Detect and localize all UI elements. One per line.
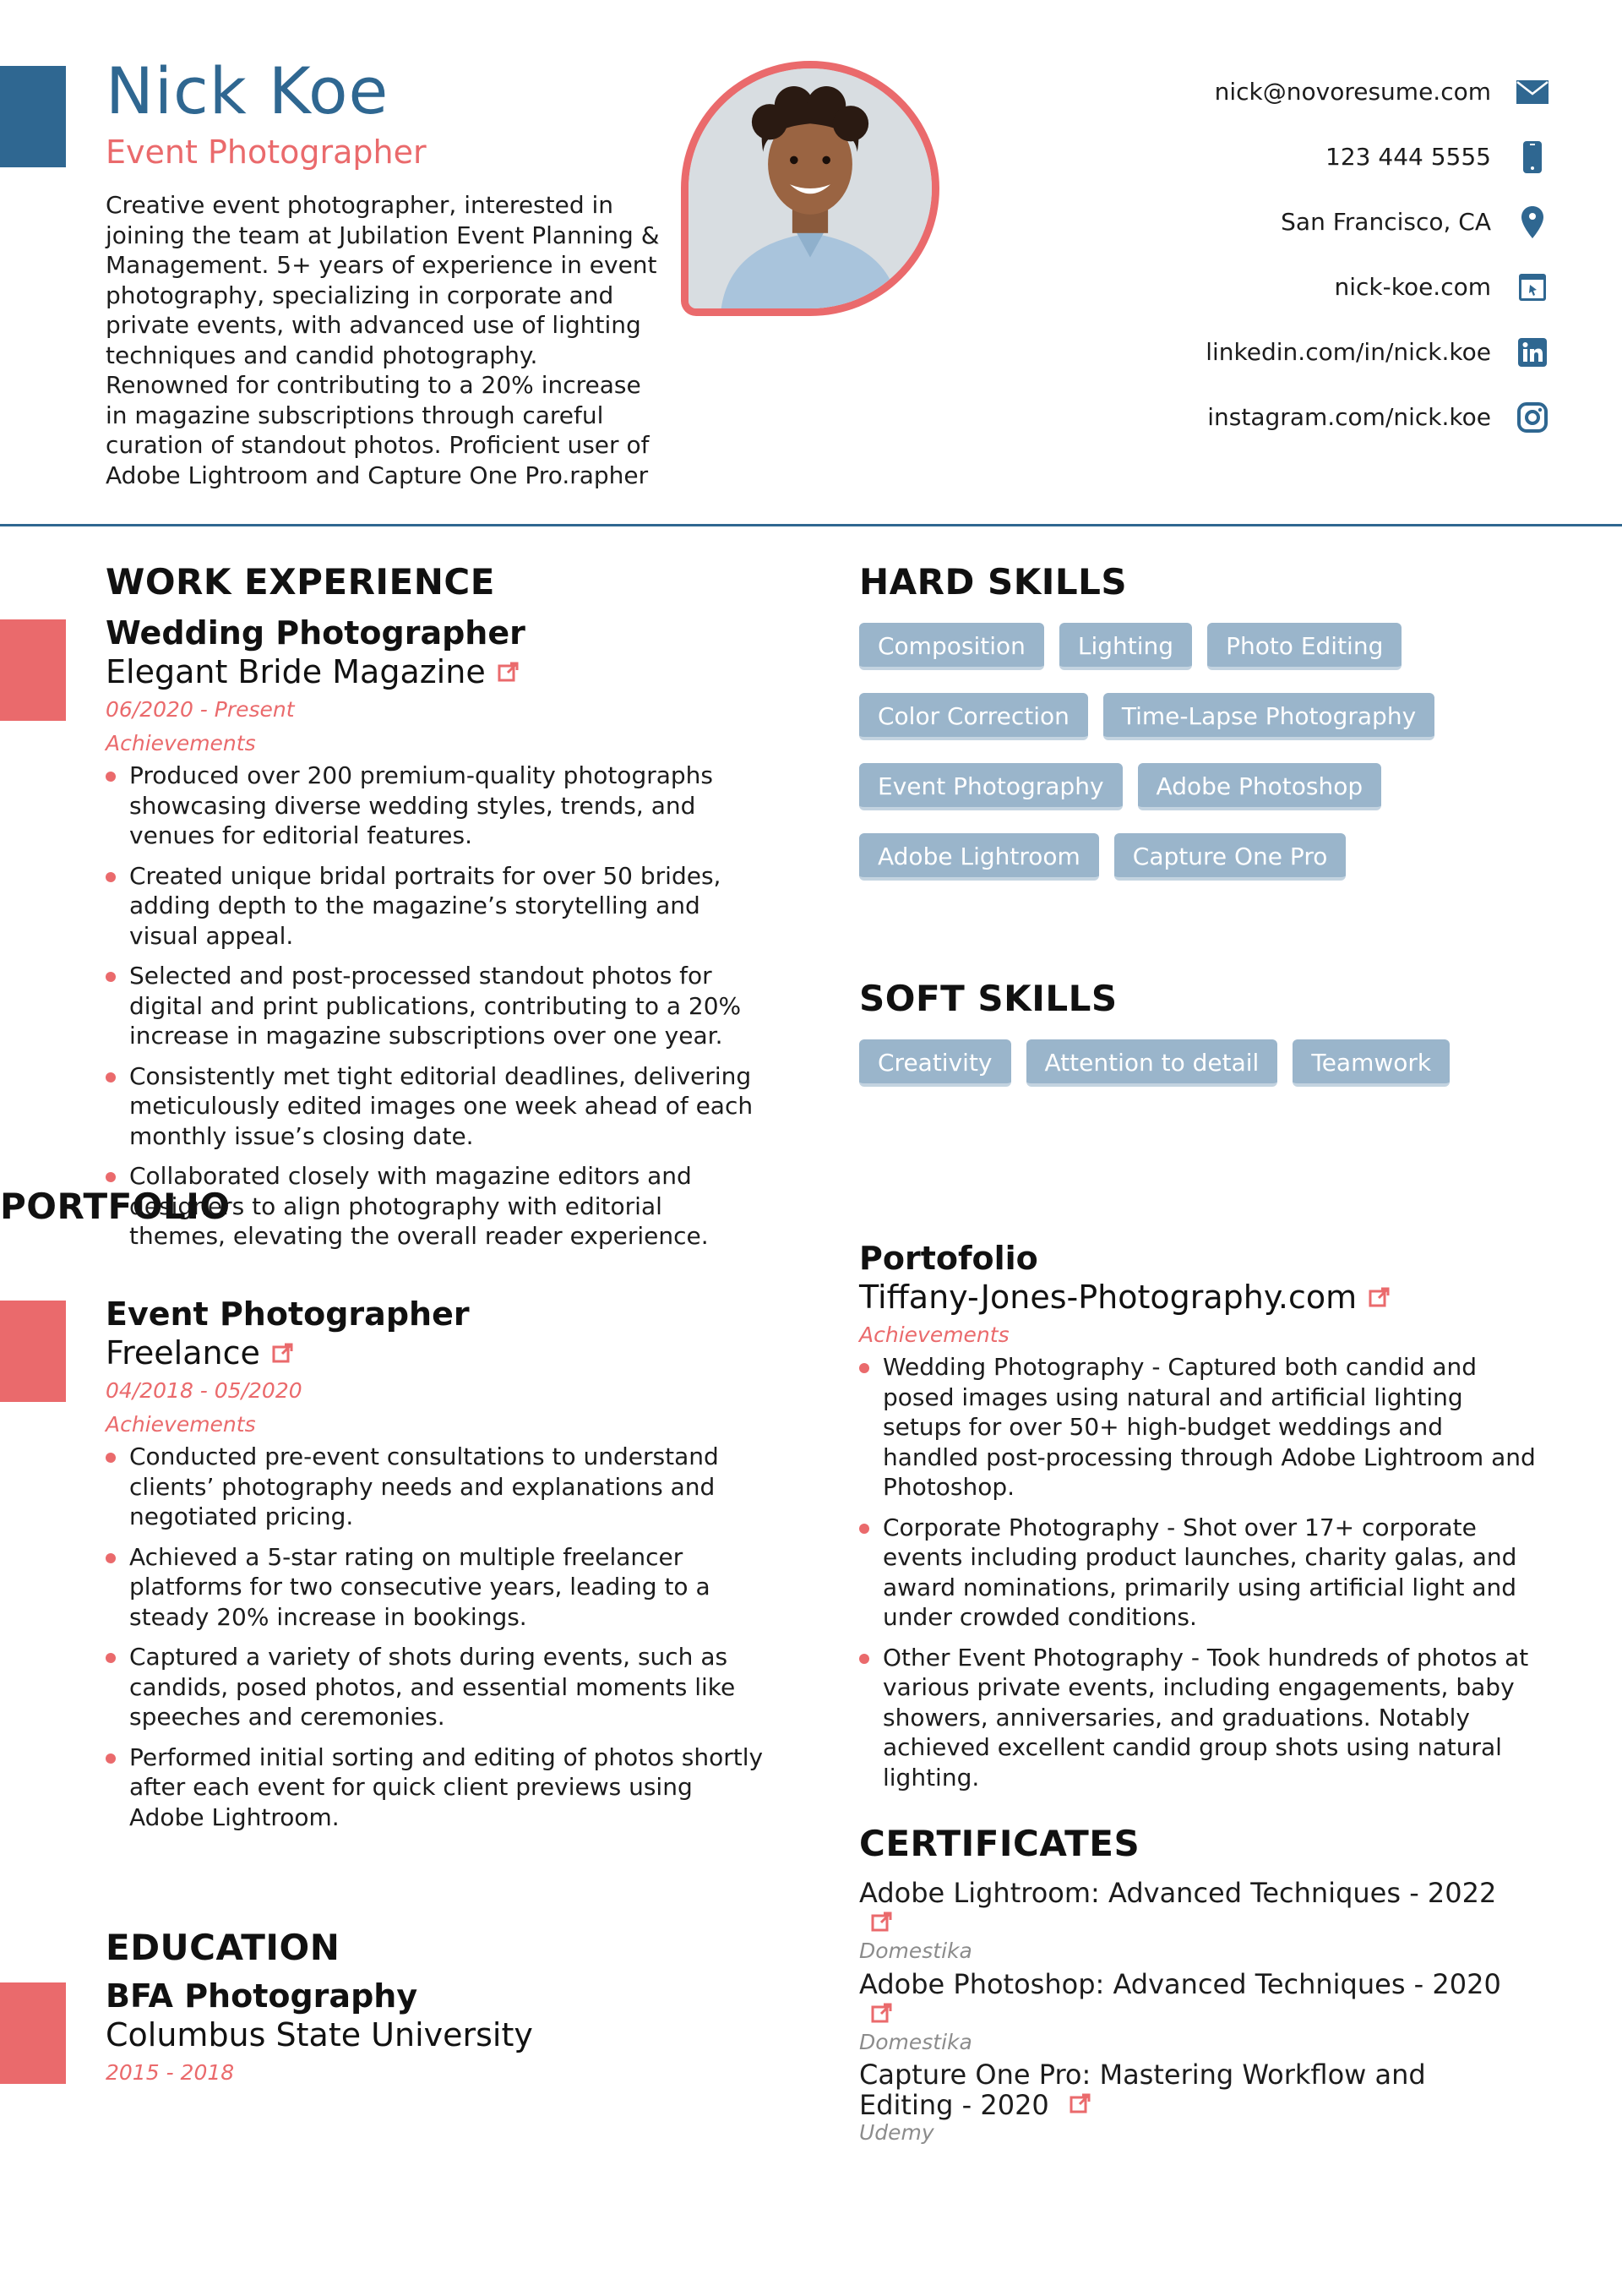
skill-tag: Capture One Pro (1114, 833, 1347, 881)
job-1-company-row (106, 652, 765, 691)
skill-tag: Composition (859, 623, 1044, 670)
skill-tag: Time-Lapse Photography (1103, 693, 1434, 740)
certificate-2-name: Adobe Photoshop: Advanced Techniques - 2020 (859, 1968, 1501, 2000)
list-item: Selected and post-processed standout photos for digital and print publications, contributing to a 20% increase in magazine subscriptions over one year. (106, 961, 765, 1051)
header-divider (0, 524, 1622, 526)
skill-tag: Event Photography (859, 763, 1123, 810)
certificates-heading: CERTIFICATES (859, 1823, 1140, 1864)
certificate-1-row (859, 1878, 1535, 1939)
summary: Creative event photographer, interested in joining the team at Jubilation Event Planning & Management. 5+ years of experience in event photography, specializing in corporate and private events, with advanced use of lighting techniques and candid photography. Renowned for contributing to a 20% increase in magazine subscriptions through careful curation of standout photos. Proficient user of Adobe Lightroom and Capture One Pro.rapher (106, 191, 660, 489)
certificate-1-org: Domestika (859, 1939, 972, 1963)
header-accent-bar (0, 66, 66, 167)
skill-tag: Teamwork (1293, 1039, 1450, 1087)
certificate-3 (859, 2059, 1501, 2146)
job-2-company-row (106, 1333, 765, 1372)
skill-tag: Adobe Photoshop (1138, 763, 1382, 810)
location-icon (1515, 205, 1550, 240)
hard-skills-heading: HARD SKILLS (859, 561, 1128, 603)
certificate-3-org: Udemy (859, 2120, 934, 2145)
hard-skills-tags (859, 623, 1518, 903)
list-item: Created unique bridal portraits for over 50 brides, adding depth to the magazine’s storytelling and visual appeal. (106, 861, 765, 952)
portfolio-bullets (859, 1352, 1543, 1792)
job-2-achievements-label: Achievements (106, 1412, 256, 1437)
external-link-icon[interactable] (272, 1342, 294, 1364)
contact-instagram-text[interactable]: instagram.com/nick.koe (1207, 403, 1491, 431)
contact-linkedin-text[interactable]: linkedin.com/in/nick.koe (1206, 338, 1491, 366)
list-item: Performed initial sorting and editing of photos shortly after each event for quick client previews using Adobe Lightroom. (106, 1742, 765, 1833)
contact-email-text[interactable]: nick@novoresume.com (1214, 78, 1491, 106)
external-link-icon[interactable] (498, 661, 520, 683)
contact-linkedin[interactable] (959, 319, 1550, 384)
job-2-company: Freelance (106, 1334, 260, 1372)
work-experience-heading: WORK EXPERIENCE (106, 561, 495, 603)
contact-list (959, 59, 1550, 450)
job-2 (106, 1295, 765, 1842)
external-link-icon[interactable] (871, 1911, 893, 1933)
mail-icon (1515, 74, 1550, 110)
profile-photo (681, 61, 939, 316)
job-2-dates: 04/2018 - 05/2020 (106, 1378, 302, 1403)
certificate-3-row (859, 2059, 1501, 2120)
job-1-dates: 06/2020 - Present (106, 697, 295, 722)
soft-skills-tags (859, 1039, 1518, 1110)
certificate-2-org: Domestika (859, 2030, 972, 2054)
portfolio-entry (859, 1239, 1543, 1802)
website-icon (1515, 270, 1550, 305)
skill-tag: Photo Editing (1207, 623, 1402, 670)
certificate-1-name: Adobe Lightroom: Advanced Techniques - 2022 (859, 1877, 1497, 1909)
candidate-title: Event Photographer (106, 134, 427, 171)
job-1-bullets (106, 761, 765, 1252)
education-accent-bar (0, 1982, 66, 2084)
list-item: Corporate Photography - Shot over 17+ corporate events including product launches, charity galas, and award nominations, primarily using artificial light and under crowded conditions. (859, 1513, 1543, 1633)
certificate-3-name: Capture One Pro: Mastering Workflow and Editing - 2020 (859, 2059, 1426, 2121)
skill-tag: Attention to detail (1026, 1039, 1278, 1087)
education-school: Columbus State University (106, 2016, 533, 2053)
education-heading: EDUCATION (106, 1927, 340, 1968)
education-degree: BFA Photography (106, 1977, 418, 2015)
external-link-icon[interactable] (1369, 1286, 1391, 1308)
skill-tag: Creativity (859, 1039, 1011, 1087)
portfolio-achievements-label: Achievements (859, 1323, 1010, 1347)
portfolio-title: Portofolio (859, 1240, 1038, 1277)
contact-phone-text[interactable]: 123 444 5555 (1325, 143, 1491, 171)
profile-photo-image (689, 68, 932, 308)
job-1-title: Wedding Photographer (106, 614, 525, 652)
job-1-company: Elegant Bride Magazine (106, 653, 486, 690)
certificate-2-row (859, 1969, 1535, 2030)
contact-phone[interactable] (959, 124, 1550, 189)
contact-website-text[interactable]: nick-koe.com (1334, 273, 1491, 301)
soft-skills-heading: SOFT SKILLS (859, 978, 1118, 1019)
job-2-accent-bar (0, 1301, 66, 1402)
job-1-achievements-label: Achievements (106, 731, 256, 755)
certificate-1 (859, 1878, 1535, 1964)
education-dates: 2015 - 2018 (106, 2060, 235, 2085)
job-1-accent-bar (0, 619, 66, 721)
phone-icon (1515, 139, 1550, 175)
certificate-2 (859, 1969, 1535, 2055)
list-item: Other Event Photography - Took hundreds of photos at various private events, including engagements, baby showers, anniversaries, and graduations. Notably achieved excellent candid group shots using natural lighting. (859, 1643, 1543, 1793)
list-item: Collaborated closely with magazine editors and designers to align photography with editorial themes, elevating the overall reader experience. (106, 1161, 765, 1252)
skill-tag: Adobe Lightroom (859, 833, 1099, 881)
job-2-title: Event Photographer (106, 1295, 470, 1333)
list-item: Conducted pre-event consultations to understand clients’ photography needs and explanations and negotiated pricing. (106, 1442, 765, 1532)
contact-website[interactable] (959, 254, 1550, 319)
contact-email[interactable] (959, 59, 1550, 124)
list-item: Wedding Photography - Captured both candid and posed images using natural and artificial lighting setups for over 50+ high-budget weddings and handled post-processing through Adobe Lightroom and Photoshop. (859, 1352, 1543, 1502)
list-item: Achieved a 5-star rating on multiple freelancer platforms for two consecutive years, leading to a steady 20% increase in bookings. (106, 1542, 765, 1633)
external-link-icon[interactable] (871, 2002, 893, 2024)
job-1 (106, 614, 765, 1262)
instagram-icon (1515, 400, 1550, 435)
portfolio-site-row (859, 1278, 1543, 1317)
job-2-bullets (106, 1442, 765, 1832)
list-item: Captured a variety of shots during events, such as candids, posed photos, and essential moments like speeches and ceremonies. (106, 1642, 765, 1732)
contact-instagram[interactable] (959, 384, 1550, 450)
list-item: Produced over 200 premium-quality photographs showcasing diverse wedding styles, trends, and venues for editorial features. (106, 761, 765, 851)
contact-location (959, 189, 1550, 254)
portfolio-heading: PORTFOLIO (0, 1186, 231, 1227)
portfolio-site[interactable]: Tiffany-Jones-Photography.com (859, 1279, 1358, 1316)
skill-tag: Lighting (1059, 623, 1192, 670)
candidate-name: Nick Koe (106, 53, 389, 128)
contact-location-text: San Francisco, CA (1281, 208, 1491, 236)
linkedin-icon (1515, 335, 1550, 370)
list-item: Consistently met tight editorial deadlines, delivering meticulously edited images one week ahead of each monthly issue’s closing date. (106, 1061, 765, 1152)
external-link-icon[interactable] (1070, 2092, 1091, 2114)
skill-tag: Color Correction (859, 693, 1088, 740)
education-entry (106, 1977, 765, 2090)
